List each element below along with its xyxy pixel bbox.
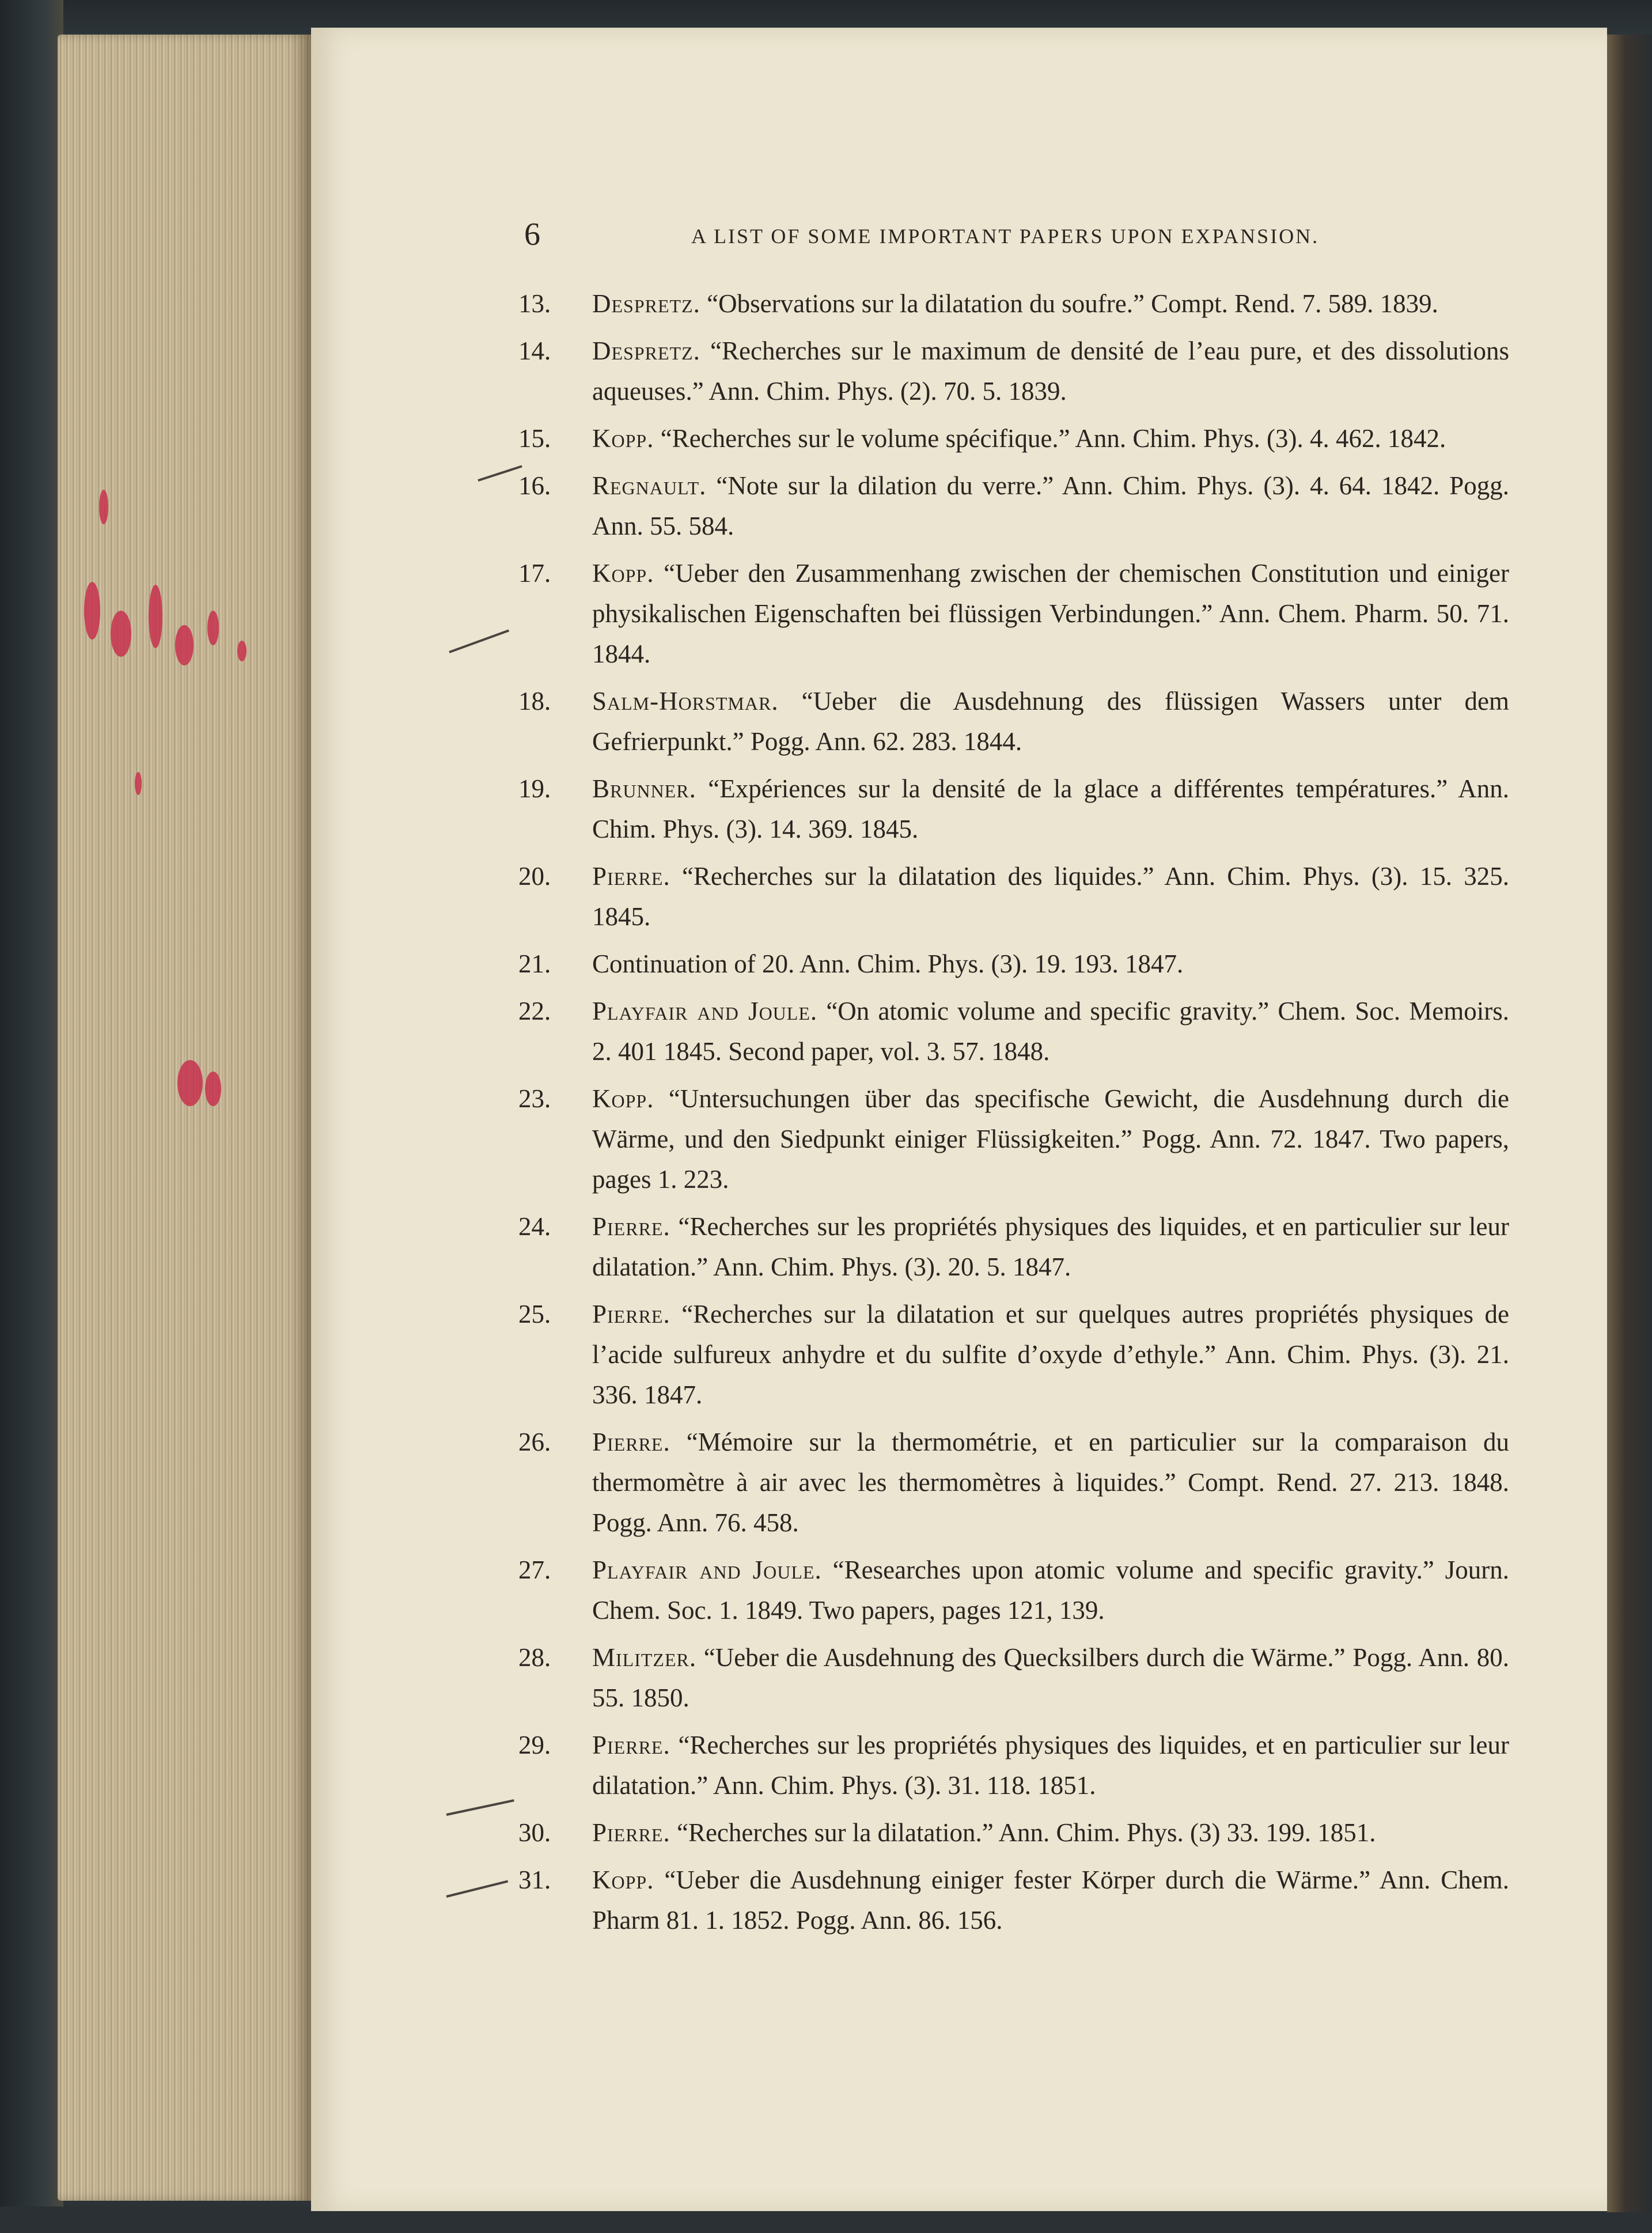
entry-author: Brunner.: [592, 774, 696, 803]
reference-entry: [518, 418, 1509, 459]
reference-entry: [518, 681, 1509, 762]
reference-entry: [518, 1294, 1509, 1415]
entry-author: Playfair and Joule.: [592, 1555, 822, 1584]
reference-entry: [518, 1812, 1509, 1853]
entry-number: 27.: [518, 1555, 551, 1584]
red-stain-marks: [69, 461, 288, 1152]
entry-author: Pierre.: [592, 1818, 670, 1847]
reference-entry: [518, 991, 1509, 1072]
entry-author: Kopp.: [592, 559, 654, 588]
entry-author: Regnault.: [592, 471, 707, 500]
reference-entry: [518, 1422, 1509, 1543]
entry-text: “Recherches sur le maximum de densité de l’eau pure, et des dissolutions aqueuses.” Ann. Chim. Phys. (2). 70. 5. 1839.: [592, 336, 1509, 406]
entry-text: Continuation of 20. Ann. Chim. Phys. (3). 19. 193. 1847.: [592, 949, 1184, 978]
entry-number: 29.: [518, 1731, 551, 1759]
entry-number: 31.: [518, 1865, 551, 1894]
reference-entry: [518, 1550, 1509, 1630]
entry-text: “Ueber den Zusammenhang zwischen der chemischen Constitution und einiger physikalischen Eigenschaften bei flüssigen Verbindungen.” Ann. Chem. Pharm. 50. 71. 1844.: [592, 559, 1509, 668]
entry-number: 26.: [518, 1428, 551, 1456]
reference-entry: [518, 553, 1509, 674]
entry-author: Militzer.: [592, 1643, 697, 1672]
entry-author: Pierre.: [592, 862, 670, 891]
entry-number: 25.: [518, 1300, 551, 1329]
entry-number: 20.: [518, 862, 551, 891]
entry-author: Despretz.: [592, 336, 700, 365]
entry-author: Pierre.: [592, 1300, 670, 1329]
page-number: 6: [524, 217, 540, 252]
entry-author: Salm-Horstmar.: [592, 687, 779, 716]
entry-number: 16.: [518, 471, 551, 500]
reference-entry: [518, 1078, 1509, 1199]
entry-text: “Recherches sur la dilatation et sur quelques autres propriétés physiques de l’acide sulfureux anhydre et du sulfite d’oxyde d’ethyle.” Ann. Chim. Phys. (3). 21. 336. 1847.: [592, 1300, 1509, 1409]
reference-entry: [518, 1206, 1509, 1287]
entry-number: 28.: [518, 1643, 551, 1672]
reference-list: [518, 283, 1509, 1947]
entry-number: 18.: [518, 687, 551, 716]
entry-author: Kopp.: [592, 424, 654, 453]
entry-text: “Recherches sur la dilatation.” Ann. Chim. Phys. (3) 33. 199. 1851.: [670, 1818, 1376, 1847]
entry-author: Kopp.: [592, 1865, 654, 1894]
reference-entry: [518, 283, 1509, 324]
entry-text: “Ueber die Ausdehnung des flüssigen Wassers unter dem Gefrierpunkt.” Pogg. Ann. 62. 283. 1844.: [592, 687, 1509, 756]
entry-number: 24.: [518, 1212, 551, 1241]
entry-author: Despretz.: [592, 289, 700, 318]
entry-text: “Ueber die Ausdehnung des Quecksilbers durch die Wärme.” Pogg. Ann. 80. 55. 1850.: [592, 1643, 1509, 1712]
entry-author: Playfair and Joule.: [592, 997, 818, 1025]
entry-text: “Recherches sur la dilatation des liquides.” Ann. Chim. Phys. (3). 15. 325. 1845.: [592, 862, 1509, 931]
entry-text: “Untersuchungen über das specifische Gewicht, die Ausdehnung durch die Wärme, und den Siedpunkt einiger Flüssigkeiten.” Pogg. Ann. 72. 1847. Two papers, pages 1. 223.: [592, 1084, 1509, 1194]
entry-number: 23.: [518, 1084, 551, 1113]
book-cover-left: [0, 0, 63, 2233]
entry-text: “Observations sur la dilatation du soufre.” Compt. Rend. 7. 589. 1839.: [700, 289, 1438, 318]
next-page-edge: [1607, 35, 1652, 2212]
running-head-title: A LIST OF SOME IMPORTANT PAPERS UPON EXPANSION.: [691, 225, 1320, 248]
running-head: [524, 214, 1515, 255]
reference-entry: [518, 944, 1509, 984]
entry-number: 21.: [518, 949, 551, 978]
reference-entry: [518, 1637, 1509, 1718]
entry-author: Pierre.: [592, 1428, 670, 1456]
reference-entry: [518, 465, 1509, 546]
entry-text: “On atomic volume and specific gravity.” Chem. Soc. Memoirs. 2. 401 1845. Second paper, vol. 3. 57. 1848.: [592, 997, 1509, 1066]
entry-text: “Mémoire sur la thermométrie, et en particulier sur la comparaison du thermomètre à air avec les thermomètres à liquides.” Compt. Rend. 27. 213. 1848. Pogg. Ann. 76. 458.: [592, 1428, 1509, 1537]
entry-text: “Recherches sur les propriétés physiques des liquides, et en particulier sur leur dilatation.” Ann. Chim. Phys. (3). 31. 118. 1851.: [592, 1731, 1509, 1800]
reference-entry: [518, 856, 1509, 937]
entry-number: 22.: [518, 997, 551, 1025]
entry-number: 15.: [518, 424, 551, 453]
entry-number: 19.: [518, 774, 551, 803]
entry-number: 14.: [518, 336, 551, 365]
entry-number: 30.: [518, 1818, 551, 1847]
entry-author: Pierre.: [592, 1731, 670, 1759]
entry-number: 17.: [518, 559, 551, 588]
entry-text: “Researches upon atomic volume and specific gravity.” Journ. Chem. Soc. 1. 1849. Two papers, pages 121, 139.: [592, 1555, 1510, 1625]
entry-text: “Recherches sur le volume spécifique.” Ann. Chim. Phys. (3). 4. 462. 1842.: [654, 424, 1446, 453]
entry-number: 13.: [518, 289, 551, 318]
entry-text: “Expériences sur la densité de la glace a différentes températures.” Ann. Chim. Phys. (3). 14. 369. 1845.: [592, 774, 1509, 843]
reference-entry: [518, 769, 1509, 849]
entry-author: Kopp.: [592, 1084, 654, 1113]
entry-author: Pierre.: [592, 1212, 670, 1241]
entry-text: “Note sur la dilation du verre.” Ann. Chim. Phys. (3). 4. 64. 1842. Pogg. Ann. 55. 584.: [592, 471, 1509, 540]
reference-entry: [518, 1725, 1509, 1806]
entry-text: “Recherches sur les propriétés physiques des liquides, et en particulier sur leur dilatation.” Ann. Chim. Phys. (3). 20. 5. 1847.: [592, 1212, 1509, 1281]
reference-entry: [518, 331, 1509, 411]
reference-entry: [518, 1860, 1509, 1940]
entry-text: “Ueber die Ausdehnung einiger fester Körper durch die Wärme.” Ann. Chem. Pharm 81. 1. 1852. Pogg. Ann. 86. 156.: [592, 1865, 1509, 1935]
